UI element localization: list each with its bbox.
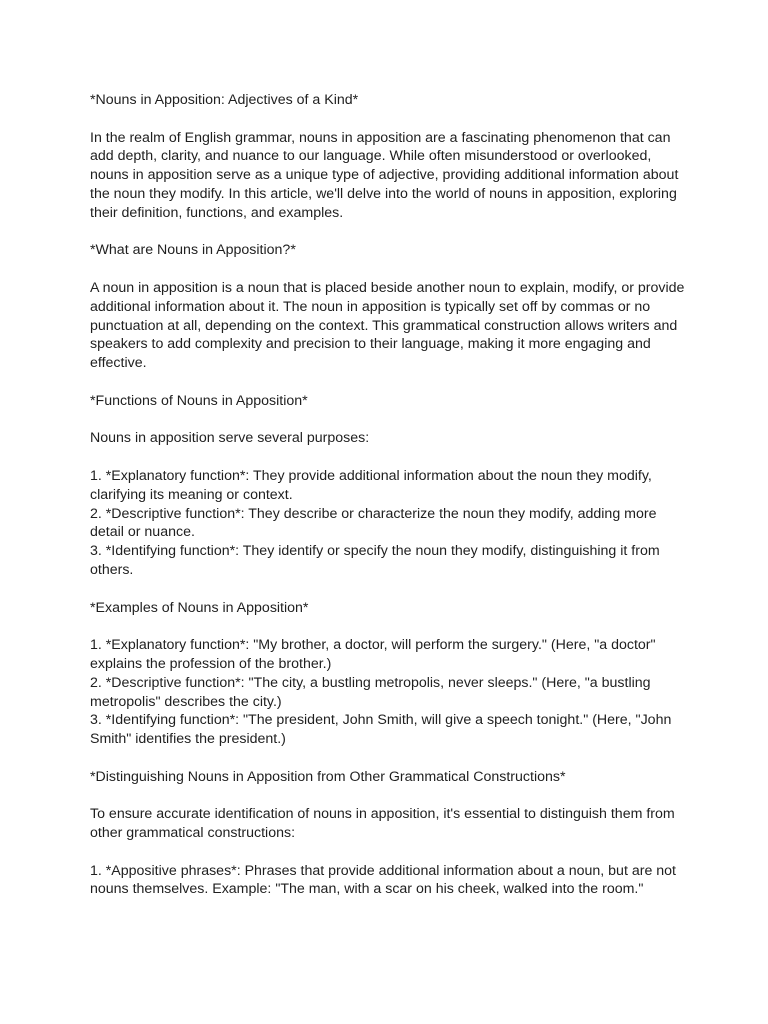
- section-body-what: A noun in apposition is a noun that is placed beside another noun to explain, modify, or provide additional information about it. The noun in apposition is typically set off by commas or no punctuation at all, depending on the context. This grammatical construction allows writers and speakers to add complexity and precision to their language, making it more engaging and effective.: [90, 279, 685, 372]
- list-item: 2. *Descriptive function*: "The city, a bustling metropolis, never sleeps." (Here, "a bustling metropolis" describes the city.): [90, 674, 651, 710]
- list-item: 3. *Identifying function*: They identify or specify the noun they modify, distinguishing it from others.: [90, 543, 660, 578]
- intro-paragraph: In the realm of English grammar, nouns in apposition are a fascinating phenomenon that can add depth, clarity, and nuance to our language. While often misunderstood or overlooked, nouns in apposition serve as a unique type of adjective, providing additional information about the noun they modify. In this article, we'll delve into the world of nouns in apposition, exploring their definition, functions, and examples.: [90, 129, 679, 221]
- distinguishing-list: [90, 862, 690, 900]
- list-item: 1. *Explanatory function*: They provide additional information about the noun they modify, clarifying its meaning or context.: [90, 467, 652, 503]
- functions-list: [90, 467, 690, 580]
- document-page: [90, 91, 690, 918]
- list-item: 3. *Identifying function*: "The president, John Smith, will give a speech tonight." (Here, "John Smith" identifies the president.): [90, 712, 672, 748]
- section-intro-distinguishing: To ensure accurate identification of nouns in apposition, it's essential to distinguish them from other grammatical constructions:: [90, 806, 675, 842]
- section-heading-distinguishing: *Distinguishing Nouns in Apposition from Other Grammatical Constructions*: [90, 768, 566, 785]
- examples-list: [90, 636, 690, 749]
- section-heading-functions: *Functions of Nouns in Apposition*: [90, 392, 308, 409]
- list-item: 2. *Descriptive function*: They describe or characterize the noun they modify, adding more detail or nuance.: [90, 505, 657, 541]
- list-item: 1. *Explanatory function*: "My brother, a doctor, will perform the surgery." (Here, "a doctor" explains the profession of the brother.): [90, 637, 656, 672]
- document-title: *Nouns in Apposition: Adjectives of a Kind*: [90, 92, 359, 108]
- section-heading-what: *What are Nouns in Apposition?*: [90, 242, 296, 259]
- section-intro-functions: Nouns in apposition serve several purposes:: [90, 430, 370, 447]
- section-heading-examples: *Examples of Nouns in Apposition*: [90, 599, 309, 616]
- list-item: 1. *Appositive phrases*: Phrases that provide additional information about a noun, but are not nouns themselves. Example: "The man, with a scar on his cheek, walked into the room.": [90, 862, 677, 898]
